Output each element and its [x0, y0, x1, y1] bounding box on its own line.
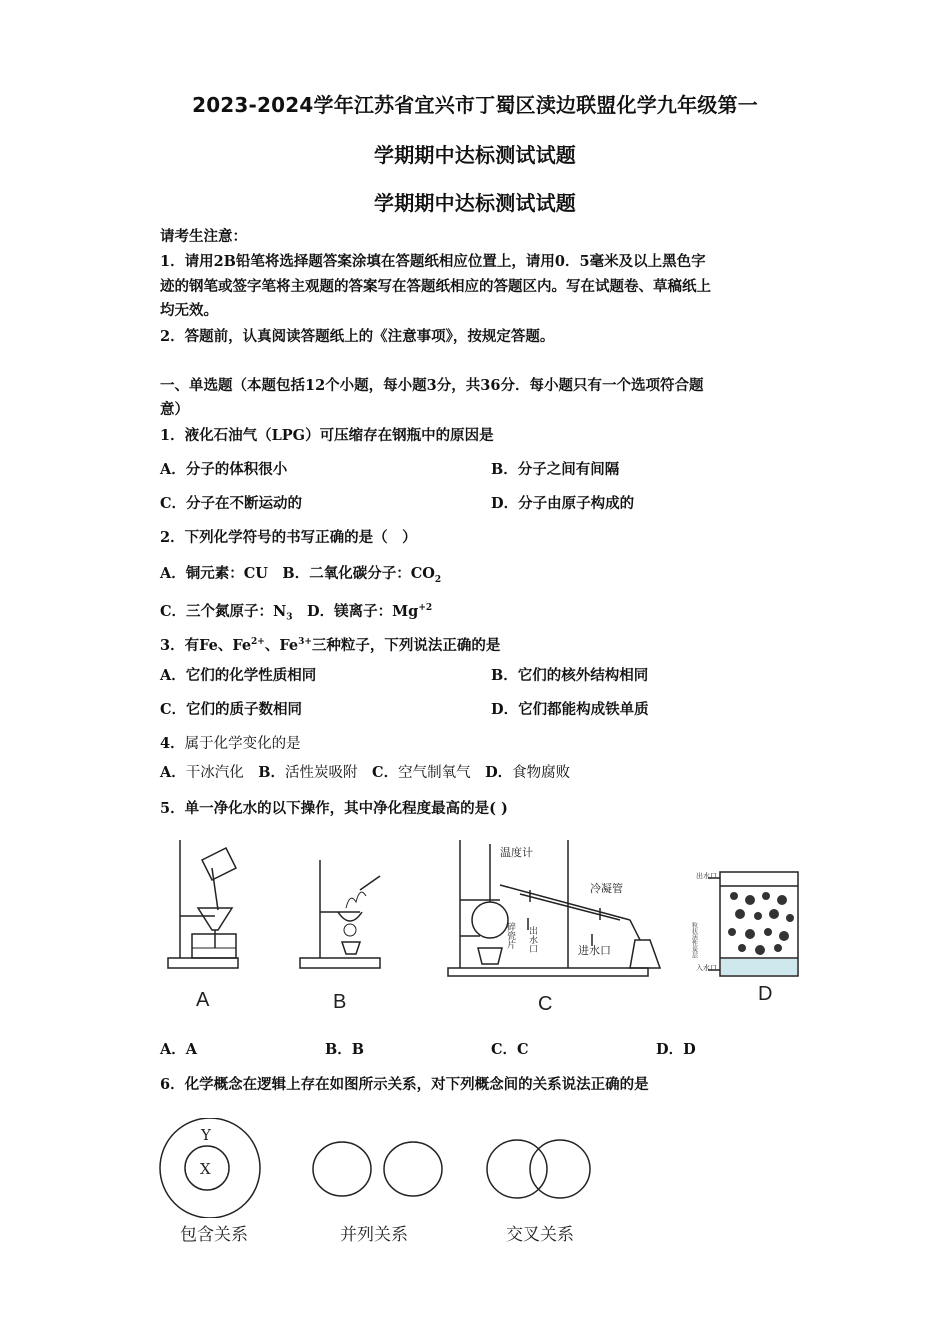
water-outlet-label: 出水口	[527, 926, 537, 953]
q6-stem: 6．化学概念在逻辑上存在如图所示关系，对下列概念间的关系说法正确的是	[160, 1076, 649, 1093]
q3-option-b: B．它们的核外结构相同	[491, 667, 649, 684]
condenser-label: 冷凝管	[590, 882, 623, 895]
q3-option-a: A．它们的化学性质相同	[160, 667, 317, 684]
figure-label-c: C	[538, 993, 553, 1015]
q2-options-cd: C．三个氮原子：$N_3$ D．镁离子：$Mg^{+2}$	[160, 602, 433, 623]
filtration-apparatus	[168, 840, 238, 968]
water-layer	[721, 959, 797, 975]
caption-parallel: 并列关系	[340, 1225, 408, 1245]
q2-stem: 2．下列化学符号的书写正确的是（ ）	[160, 529, 417, 546]
notice-heading: 请考生注意：	[160, 228, 247, 245]
intersect-circle-right	[530, 1140, 590, 1198]
q2-options-ab: A．铜元素：CU B．二氧化碳分子：$CO_2$	[160, 565, 442, 585]
boiling-chips-label: 碎瓷片	[505, 922, 515, 949]
q1-stem: 1．液化石油气（LPG）可压缩存在钢瓶中的原因是	[160, 427, 494, 444]
q5-option-a: A．A	[160, 1041, 198, 1058]
parallel-circle-left	[313, 1142, 371, 1196]
q5-option-b: B．B	[325, 1041, 365, 1058]
q5-stem: 5．单一净化水的以下操作，其中净化程度最高的是( )	[160, 800, 508, 817]
q3-stem: 3．有Fe、$Fe^{2+}$、$Fe^{3+}$三种粒子，下列说法正确的是	[160, 636, 501, 654]
water-inlet-label: 进水口	[578, 944, 611, 957]
outlet-label: 出水口	[696, 872, 717, 880]
q1-option-a: A．分子的体积很小	[160, 461, 288, 478]
q1-option-b: B．分子之间有间隔	[491, 461, 620, 478]
section-heading-line-1: 一、单选题（本题包括12个小题，每小题3分，共36分．每小题只有一个选项符合题	[160, 377, 704, 394]
q1-option-c: C．分子在不断运动的	[160, 495, 303, 512]
q3-option-c: C．它们的质子数相同	[160, 701, 303, 718]
outer-label-y: Y	[201, 1126, 211, 1144]
q4-options: A．干冰汽化 B．活性炭吸附 C．空气制氧气 D．食物腐败	[160, 764, 571, 781]
carbon-layer-label: 粒状活性炭层	[690, 922, 698, 958]
inlet-label: 入水口	[696, 964, 717, 972]
q5-apparatus-figure	[160, 830, 810, 1020]
notice-item-1-line-3: 均无效。	[160, 302, 218, 319]
q4-stem: 4．属于化学变化的是	[160, 735, 301, 752]
evaporation-apparatus	[300, 860, 380, 968]
q5-option-c: C．C	[491, 1041, 529, 1058]
figure-label-b: B	[333, 991, 347, 1013]
exam-title-line-1: 2023-2024学年江苏省宜兴市丁蜀区渎边联盟化学九年级第一	[192, 93, 758, 117]
notice-item-1-line-2: 迹的钢笔或签字笔将主观题的答案写在答题纸相应的答题区内。写在试题卷、草稿纸上	[160, 278, 711, 295]
q3-option-d: D．它们都能构成铁单质	[491, 701, 649, 718]
q1-option-d: D．分子由原子构成的	[491, 495, 635, 512]
exam-title-line-3: 学期期中达标测试试题	[374, 191, 576, 215]
figure-label-d: D	[758, 983, 773, 1005]
notice-item-1-line-1: 1．请用2B铅笔将选择题答案涂填在答题纸相应位置上，请用0．5毫米及以上黑色字	[160, 253, 706, 270]
caption-intersection: 交叉关系	[506, 1225, 574, 1245]
q6-relationship-figure	[155, 1118, 605, 1218]
q5-option-d: D．D	[656, 1041, 696, 1058]
thermometer-label: 温度计	[500, 846, 533, 859]
distillation-apparatus	[448, 840, 660, 976]
parallel-circle-right	[384, 1142, 442, 1196]
figure-label-a: A	[196, 989, 210, 1011]
exam-title-line-2: 学期期中达标测试试题	[374, 143, 576, 167]
caption-containment: 包含关系	[180, 1225, 248, 1245]
inner-label-x: X	[200, 1160, 211, 1178]
activated-carbon-layer	[728, 892, 794, 955]
notice-item-2: 2．答题前，认真阅读答题纸上的《注意事项》，按规定答题。	[160, 328, 555, 345]
section-heading-line-2: 意）	[160, 401, 189, 418]
